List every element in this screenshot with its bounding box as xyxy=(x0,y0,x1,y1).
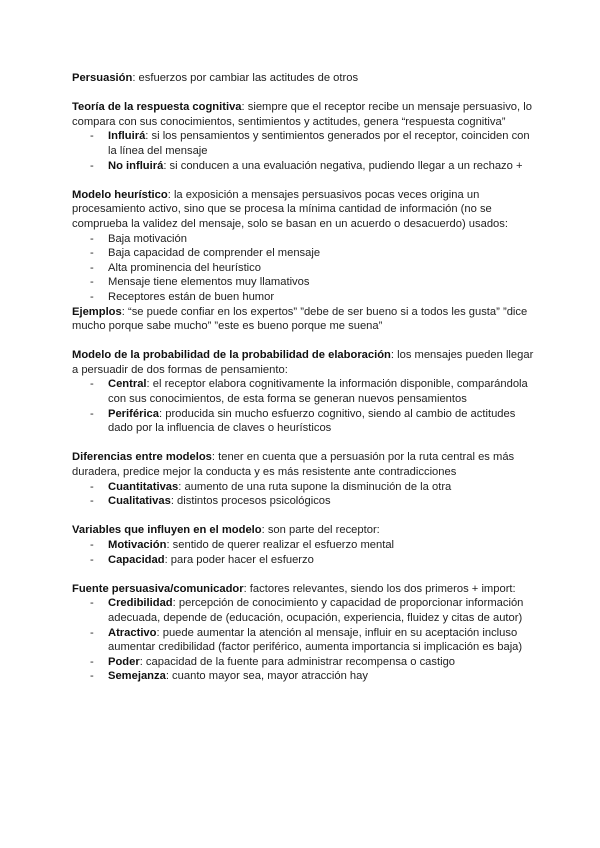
list-item-text: Baja capacidad de comprender el mensaje xyxy=(108,247,321,260)
section-text: : “se puede confiar en los expertos” ”debe de ser bueno si a todos les gusta” ”dice mucho porque sabe mucho” ”este es bueno porque me suena” xyxy=(72,305,528,333)
list-item-label: Atractivo xyxy=(108,626,157,639)
list-item-text: : capacidad de la fuente para administrar recompensa o castigo xyxy=(139,655,456,668)
section-heading: Variables que influyen en el modelo xyxy=(72,524,262,537)
section-paragraph xyxy=(72,305,534,334)
list-item xyxy=(72,480,534,495)
dash-bullet-icon: - xyxy=(90,626,94,639)
list-item-text: Receptores están de buen humor xyxy=(108,290,275,303)
section-text: : tener en cuenta que a persuasión por la ruta central es más duradera, predice mejor la conducta y es más resistente ante contradicciones xyxy=(72,451,515,479)
section-paragraph xyxy=(72,71,534,86)
bullet-list xyxy=(72,480,534,509)
section-text: : factores relevantes, siendo los dos primeros + import: xyxy=(243,582,516,595)
section-heading: Ejemplos xyxy=(72,305,122,318)
dash-bullet-icon: - xyxy=(90,159,94,172)
section-paragraph xyxy=(72,523,534,538)
section-heading: Diferencias entre modelos xyxy=(72,451,212,464)
list-item-label: Periférica xyxy=(108,407,159,420)
list-item xyxy=(72,275,534,290)
dash-bullet-icon: - xyxy=(90,261,94,274)
section xyxy=(72,71,534,86)
list-item xyxy=(72,553,534,568)
section xyxy=(72,348,534,436)
dash-bullet-icon: - xyxy=(90,247,94,260)
bullet-list xyxy=(72,377,534,435)
section-paragraph xyxy=(72,100,534,129)
list-item xyxy=(72,232,534,247)
list-item xyxy=(72,261,534,276)
bullet-list xyxy=(72,596,534,684)
list-item-text: : puede aumentar la atención al mensaje, influir en su aceptación incluso aumentar credibilidad (factor periférico, aumenta importancia si implicación es baja) xyxy=(108,626,523,654)
dash-bullet-icon: - xyxy=(90,597,94,610)
list-item-text: : percepción de conocimiento y capacidad de proporcionar información adecuada, depende de (educación, ocupación, experiencia, fluidez y citas de autor) xyxy=(108,597,524,624)
section xyxy=(72,582,534,684)
section-text: : esfuerzos por cambiar las actitudes de otros xyxy=(132,72,359,84)
dash-bullet-icon: - xyxy=(90,539,94,551)
section-text: : son parte del receptor: xyxy=(261,524,380,537)
section-heading: Persuasión xyxy=(72,72,133,84)
section-paragraph xyxy=(72,348,534,377)
dash-bullet-icon: - xyxy=(90,378,94,391)
dash-bullet-icon: - xyxy=(90,290,94,303)
dash-bullet-icon: - xyxy=(90,130,94,143)
list-item-label: Cualitativas xyxy=(108,495,171,508)
dash-bullet-icon: - xyxy=(90,655,94,668)
list-item-text: : aumento de una ruta supone la disminución de la otra xyxy=(178,480,452,493)
list-item xyxy=(72,655,534,670)
section-heading: Teoría de la respuesta cognitiva xyxy=(72,101,242,114)
list-item-text: : si los pensamientos y sentimientos generados por el receptor, coinciden con la línea del mensaje xyxy=(108,130,530,157)
list-item xyxy=(72,159,534,174)
list-item xyxy=(72,377,534,406)
section-paragraph xyxy=(72,450,534,479)
section-heading: Modelo heurístico xyxy=(72,188,168,201)
document-page xyxy=(72,71,534,699)
list-item-label: Poder xyxy=(108,655,140,668)
dash-bullet-icon: - xyxy=(90,495,94,508)
bullet-list xyxy=(72,538,534,567)
section-paragraph xyxy=(72,582,534,597)
list-item xyxy=(72,407,534,436)
list-item xyxy=(72,494,534,509)
list-item-text: : cuanto mayor sea, mayor atracción hay xyxy=(165,670,368,683)
list-item xyxy=(72,626,534,655)
section-heading: Modelo de la probabilidad de la probabilidad de elaboración xyxy=(72,349,391,362)
list-item-label: Central xyxy=(108,378,147,391)
dash-bullet-icon: - xyxy=(90,553,94,566)
list-item-text: : sentido de querer realizar el esfuerzo mental xyxy=(166,539,395,551)
list-item xyxy=(72,596,534,625)
list-item xyxy=(72,129,534,158)
section xyxy=(72,188,534,305)
section-text: : los mensajes pueden llegar a persuadir de dos formas de pensamiento: xyxy=(72,349,534,376)
list-item xyxy=(72,246,534,261)
list-item-label: No influirá xyxy=(108,159,164,172)
list-item-text: Mensaje tiene elementos muy llamativos xyxy=(108,276,310,289)
section-paragraph xyxy=(72,188,534,232)
section xyxy=(72,305,534,334)
bullet-list xyxy=(72,129,534,173)
list-item-text: Baja motivación xyxy=(108,232,187,245)
list-item-label: Credibilidad xyxy=(108,597,173,610)
list-item-text: : si conducen a una evaluación negativa, pudiendo llegar a un rechazo + xyxy=(163,159,523,172)
list-item-label: Semejanza xyxy=(108,670,166,683)
section xyxy=(72,100,534,173)
section xyxy=(72,523,534,567)
bullet-list xyxy=(72,232,534,305)
dash-bullet-icon: - xyxy=(90,670,94,683)
list-item-label: Cuantitativas xyxy=(108,480,179,493)
list-item-label: Influirá xyxy=(108,130,146,143)
list-item-text: : producida sin mucho esfuerzo cognitivo, siendo al cambio de actitudes dado por la influencia de claves o heurísticos xyxy=(108,407,516,435)
dash-bullet-icon: - xyxy=(90,480,94,493)
list-item-text: : distintos procesos psicológicos xyxy=(170,495,331,508)
list-item xyxy=(72,290,534,305)
section xyxy=(72,450,534,508)
list-item-label: Motivación xyxy=(108,539,167,551)
dash-bullet-icon: - xyxy=(90,407,94,420)
section-text: : siempre que el receptor recibe un mensaje persuasivo, lo compara con sus conocimientos, sentimientos y actitudes, genera “respuesta cognitiva” xyxy=(72,101,532,128)
dash-bullet-icon: - xyxy=(90,276,94,289)
section-heading: Fuente persuasiva/comunicador xyxy=(72,582,244,595)
list-item-text: : para poder hacer el esfuerzo xyxy=(164,553,314,566)
list-item xyxy=(72,669,534,684)
list-item-text: : el receptor elabora cognitivamente la información disponible, comparándola con sus conocimientos, de esta forma se generan nuevos pensamientos xyxy=(108,378,528,406)
list-item-label: Capacidad xyxy=(108,553,165,566)
list-item-text: Alta prominencia del heurístico xyxy=(108,261,261,274)
dash-bullet-icon: - xyxy=(90,232,94,245)
section-text: : la exposición a mensajes persuasivos pocas veces origina un procesamiento activo, sino que se procesa la mínima cantidad de información (no se comprueba la validez del mensaje, solo se basan en un acuerdo o desacuerdo) usados: xyxy=(72,188,508,230)
list-item xyxy=(72,538,534,553)
